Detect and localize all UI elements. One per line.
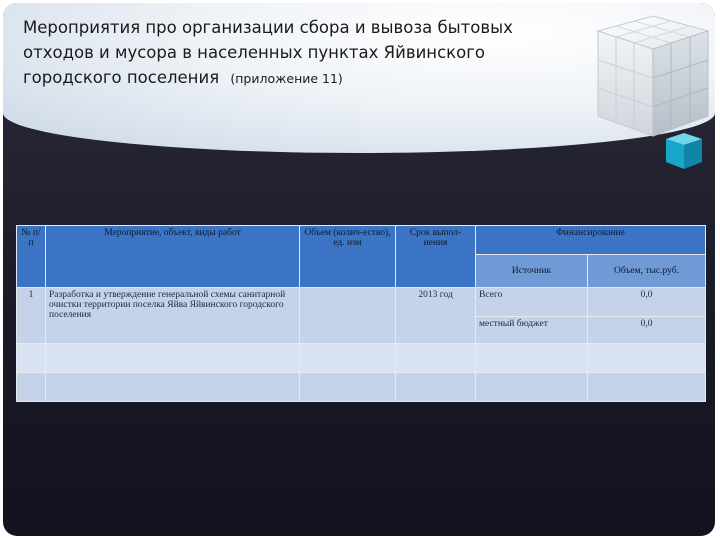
empty-cell (17, 373, 46, 402)
row-amount-total: 0,0 (588, 288, 706, 317)
row-amount-local: 0,0 (588, 317, 706, 344)
header-event: Мероприятие, объект, виды работ (46, 226, 300, 288)
empty-cell (588, 344, 706, 373)
slide-title (23, 15, 583, 91)
empty-cell (300, 373, 396, 402)
table-header-row (17, 226, 706, 255)
header-financing: Финансирование (476, 226, 706, 255)
empty-cell (396, 344, 476, 373)
header-volume: Объем (колич-ество), ед. изм (300, 226, 396, 288)
empty-cell (476, 344, 588, 373)
header-num: № п/п (17, 226, 46, 288)
empty-cell (300, 344, 396, 373)
events-table (16, 225, 706, 402)
row-num: 1 (17, 288, 46, 344)
row-event: Разработка и утверждение генеральной схемы санитарной очистки территории поселка Яйва Яйвинского городского поселения (46, 288, 300, 344)
cube-graphic (538, 11, 715, 186)
row-volume (300, 288, 396, 344)
empty-cell (396, 373, 476, 402)
header-source: Источник (476, 255, 588, 288)
table-row-empty (17, 373, 706, 402)
table-row (17, 288, 706, 317)
slide-title-note: (приложение 11) (230, 71, 343, 86)
slide (3, 3, 715, 536)
header-term: Срок выпол-нения (396, 226, 476, 288)
empty-cell (588, 373, 706, 402)
empty-cell (476, 373, 588, 402)
row-source-local: местный бюджет (476, 317, 588, 344)
header-amount: Объем, тыс.руб. (588, 255, 706, 288)
empty-cell (46, 373, 300, 402)
empty-cell (17, 344, 46, 373)
row-source-total: Всего (476, 288, 588, 317)
slide-title-text: Мероприятия про организации сбора и вывоза бытовых отходов и мусора в населенных пунктах Яйвинского городского поселения (23, 18, 513, 87)
empty-cell (46, 344, 300, 373)
table-row-empty (17, 344, 706, 373)
row-term: 2013 год (396, 288, 476, 344)
